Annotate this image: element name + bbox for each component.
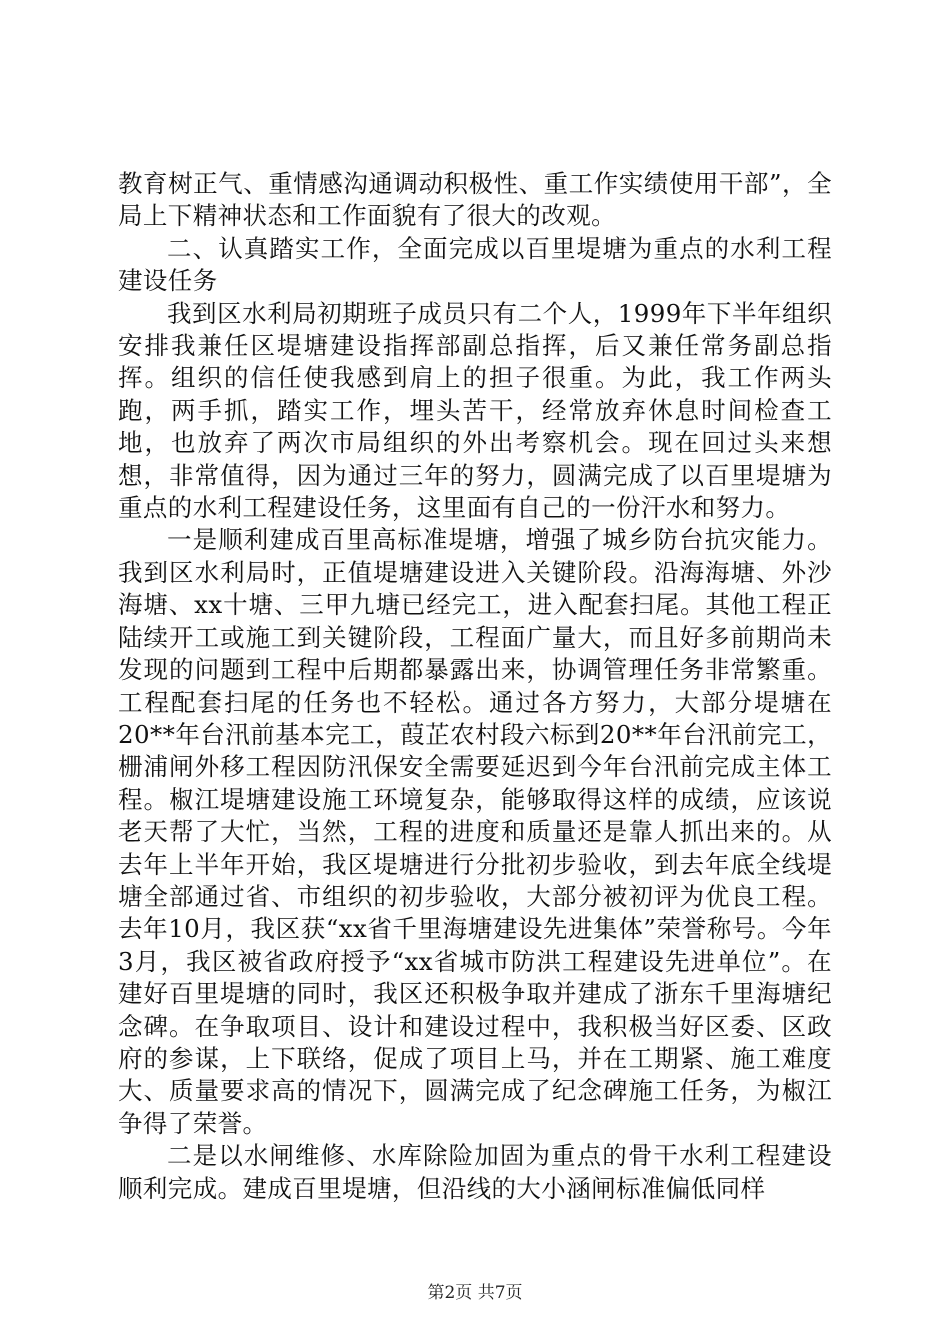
paragraph-4: 一是顺利建成百里高标准堤塘，增强了城乡防台抗灾能力。我到区水利局时，正值堤塘建设进入关键阶段。沿海海塘、外沙海塘、xx十塘、三甲九塘已经完工，进入配套扫尾。其他工程正陆续开工或施工到关键阶段，工程面广量大，而且好多前期尚未发现的问题到工程中后期都暴露出来，协调管理任务非常繁重。工程配套扫尾的任务也不轻松。通过各方努力，大部分堤塘在20**年台汛前基本完工，葭芷农村段六标到20**年台汛前完工，栅浦闸外移工程因防汛保安全需要延迟到今年台汛前完成主体工程。椒江堤塘建设施工环境复杂，能够取得这样的成绩，应该说老天帮了大忙，当然，工程的进度和质量还是靠人抓出来的。从去年上半年开始，我区堤塘进行分批初步验收，到去年底全线堤塘全部通过省、市组织的初步验收，大部分被初评为优良工程。去年10月，我区获“xx省千里海塘建设先进集体”荣誉称号。今年3月，我区被省政府授予“xx省城市防洪工程建设先进单位”。在建好百里堤塘的同时，我区还积极争取并建成了浙东千里海塘纪念碑。在争取项目、设计和建设过程中，我积极当好区委、区政府的参谋，上下联络，促成了项目上马，并在工期紧、施工难度大、质量要求高的情况下，圆满完成了纪念碑施工任务，为椒江争得了荣誉。 [118,525,832,1138]
document-body [118,168,832,1205]
paragraph-5: 二是以水闸维修、水库除险加固为重点的骨干水利工程建设顺利完成。建成百里堤塘，但沿线的大小涵闸标准偏低同样 [118,1141,832,1203]
paragraph-3: 我到区水利局初期班子成员只有二个人，1999年下半年组织安排我兼任区堤塘建设指挥部副总指挥，后又兼任常务副总指挥。组织的信任使我感到肩上的担子很重。为此，我工作两头跑，两手抓，踏实工作，埋头苦干，经常放弃休息时间检查工地，也放弃了两次市局组织的外出考察机会。现在回过头来想想，非常值得，因为通过三年的努力，圆满完成了以百里堤塘为重点的水利工程建设任务，这里面有自己的一份汗水和努力。 [118,298,832,523]
page-footer: 第2页 共7页 [427,1283,523,1303]
section-heading-2: 二、认真踏实工作，全面完成以百里堤塘为重点的水利工程建设任务 [118,233,832,296]
paragraph-1: 教育树正气、重情感沟通调动积极性、重工作实绩使用干部”，全局上下精神状态和工作面貌有了很大的改观。 [118,169,832,231]
